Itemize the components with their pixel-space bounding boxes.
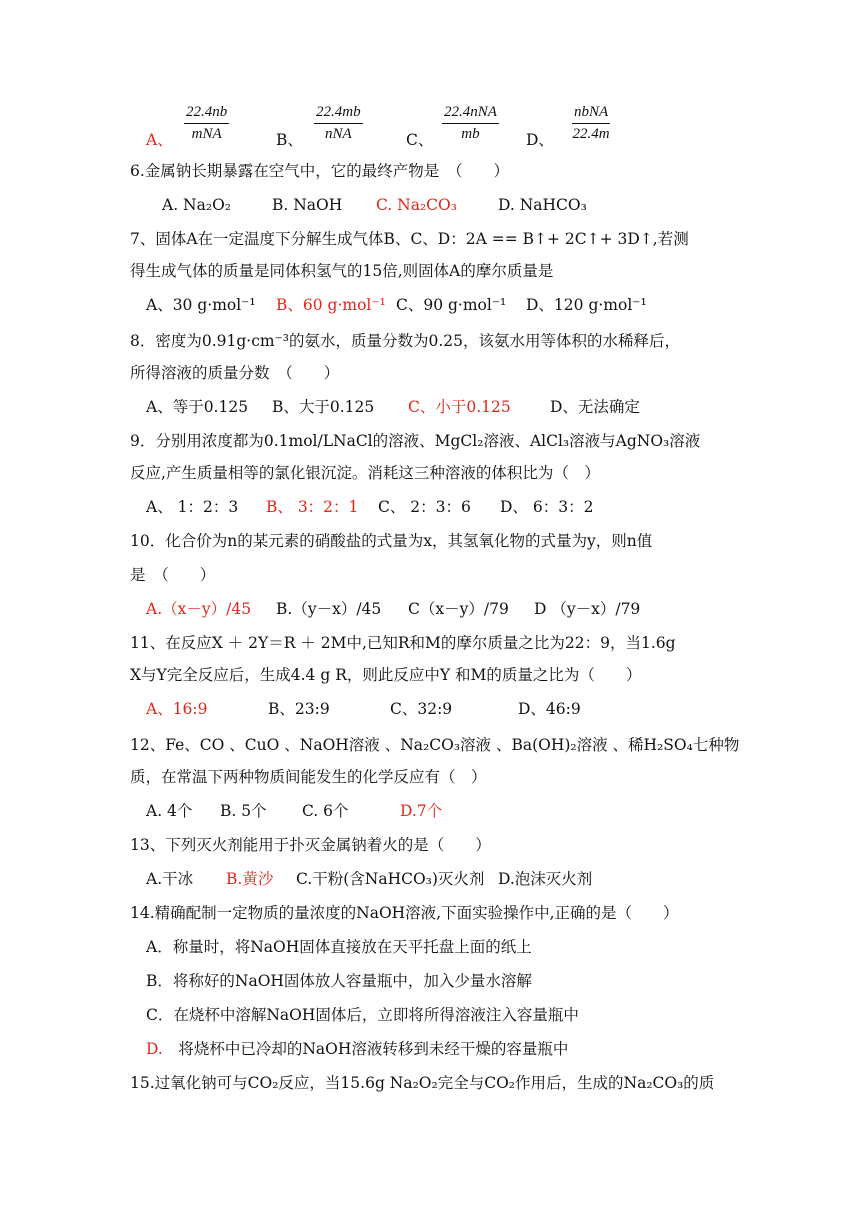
q15-stem: 15.过氧化钠可与CO₂反应，当15.6g Na₂O₂完全与CO₂作用后，生成的Na₂CO₃的质 [130, 1074, 715, 1092]
q14-option-a: A．称量时，将NaOH固体直接放在天平托盘上面的纸上 [146, 938, 532, 956]
q7-option-b: B、60 g·mol⁻¹ [276, 296, 386, 314]
q13-option-c: C.干粉(含NaHCO₃)灭火剂 [296, 870, 485, 888]
q6-option-b: B. NaOH [272, 196, 343, 214]
q5-option-b-denominator: nNA [324, 126, 352, 142]
q12-stem-line1: 12、Fe、CO 、CuO 、NaOH溶液 、Na₂CO₃溶液 、Ba(OH)₂溶液 、稀H₂SO₄七种物 [130, 736, 740, 754]
q5-option-c-numerator: 22.4nNA [442, 104, 499, 124]
q10-option-c: C（x－y）/79 [408, 600, 509, 618]
q5-option-c-denominator: mb [461, 126, 480, 142]
q6-option-d: D. NaHCO₃ [498, 196, 587, 214]
q6-option-a: A. Na₂O₂ [162, 196, 231, 214]
q10-option-d: D （y－x）/79 [534, 600, 641, 618]
q11-option-b: B、23:9 [268, 700, 330, 718]
q5-option-d-denominator: 22.4m [572, 126, 610, 142]
q12-stem-line2: 质，在常温下两种物质间能发生的化学反应有（ ） [130, 768, 487, 786]
q6-option-c: C. Na₂CO₃ [376, 196, 457, 214]
q8-option-a: A、等于0.125 [146, 398, 249, 416]
q5-option-a-denominator: mNA [191, 126, 222, 142]
q7-option-a: A、30 g·mol⁻¹ [146, 296, 256, 314]
q7-option-c: C、90 g·mol⁻¹ [396, 296, 507, 314]
q7-stem-line2: 得生成气体的质量是同体积氢气的15倍,则固体A的摩尔质量是 [130, 262, 554, 280]
q5-option-a-fraction [184, 104, 229, 143]
q13-option-d: D.泡沫灭火剂 [498, 870, 593, 888]
q6-stem: 6.金属钠长期暴露在空气中，它的最终产物是 （ ） [130, 162, 510, 180]
q7-option-d: D、120 g·mol⁻¹ [526, 296, 647, 314]
q5-option-c-fraction [442, 104, 499, 143]
q11-stem-line1: 11、在反应X ＋ 2Y＝R ＋ 2M中,已知R和M的摩尔质量之比为22：9，当1.6g [130, 634, 676, 652]
q5-option-a-numerator: 22.4nb [184, 104, 229, 124]
q5-option-a-label: A、 [146, 131, 173, 149]
q5-option-d-fraction [572, 104, 610, 143]
q5-option-d-label: D、 [526, 131, 554, 149]
q12-option-b: B. 5个 [220, 802, 267, 820]
q10-stem-line2: 是 （ ） [130, 566, 216, 584]
q10-stem-line1: 10．化合价为n的某元素的硝酸盐的式量为x，其氢氧化物的式量为y，则n值 [130, 532, 653, 550]
q10-option-b: B.（y－x）/45 [276, 600, 382, 618]
q9-stem-line2: 反应,产生质量相等的氯化银沉淀。消耗这三种溶液的体积比为（ ） [130, 464, 600, 482]
q5-option-d-numerator: nbNA [572, 104, 610, 124]
q5-option-b-fraction [314, 104, 363, 143]
q13-option-a: A.干冰 [146, 870, 194, 888]
q8-option-b: B、大于0.125 [272, 398, 375, 416]
q12-option-a: A. 4个 [146, 802, 193, 820]
q11-option-a: A、16:9 [146, 700, 208, 718]
q14-option-b: B．将称好的NaOH固体放人容量瓶中，加入少量水溶解 [146, 972, 532, 990]
q9-option-b: B、 3：2：1 [266, 498, 359, 516]
q14-stem: 14.精确配制一定物质的量浓度的NaOH溶液,下面实验操作中,正确的是（ ） [130, 904, 679, 922]
q8-option-d: D、无法确定 [550, 398, 640, 416]
q14-option-c: C．在烧杯中溶解NaOH固体后，立即将所得溶液注入容量瓶中 [146, 1006, 579, 1024]
q9-option-a: A、 1：2：3 [146, 498, 239, 516]
q12-option-c: C. 6个 [302, 802, 349, 820]
q11-stem-line2: X与Y完全反应后，生成4.4 g R，则此反应中Y 和M的质量之比为（ ） [130, 666, 642, 684]
q10-option-a: A.（x－y）/45 [146, 600, 252, 618]
q13-stem: 13、下列灭火剂能用于扑灭金属钠着火的是（ ） [130, 836, 491, 854]
q5-option-c-label: C、 [406, 131, 434, 149]
q12-option-d: D.7个 [400, 802, 443, 820]
q14-option-d-letter: D. [146, 1040, 163, 1058]
q11-option-c: C、32:9 [390, 700, 453, 718]
q13-option-b: B.黄沙 [226, 870, 274, 888]
q14-option-d-text: 将烧杯中已冷却的NaOH溶液转移到未经干燥的容量瓶中 [162, 1040, 569, 1058]
q5-option-b-label: B、 [276, 131, 303, 149]
q8-stem-line2: 所得溶液的质量分数 （ ） [130, 364, 340, 382]
q5-option-b-numerator: 22.4mb [314, 104, 363, 124]
q8-option-c: C、小于0.125 [408, 398, 511, 416]
q14-option-d [146, 1038, 568, 1060]
q9-option-c: C、 2：3：6 [378, 498, 471, 516]
q9-stem-line1: 9．分别用浓度都为0.1mol/LNaCl的溶液、MgCl₂溶液、AlCl₃溶液与AgNO₃溶液 [130, 432, 701, 450]
q8-stem-line1: 8．密度为0.91g·cm⁻³的氨水，质量分数为0.25，该氨水用等体积的水稀释后， [130, 332, 681, 350]
q9-option-d: D、 6：3：2 [500, 498, 594, 516]
q11-option-d: D、46:9 [518, 700, 581, 718]
q7-stem-line1: 7、固体A在一定温度下分解生成气体B、C、D：2A == B↑+ 2C↑+ 3D↑,若测 [130, 230, 689, 248]
